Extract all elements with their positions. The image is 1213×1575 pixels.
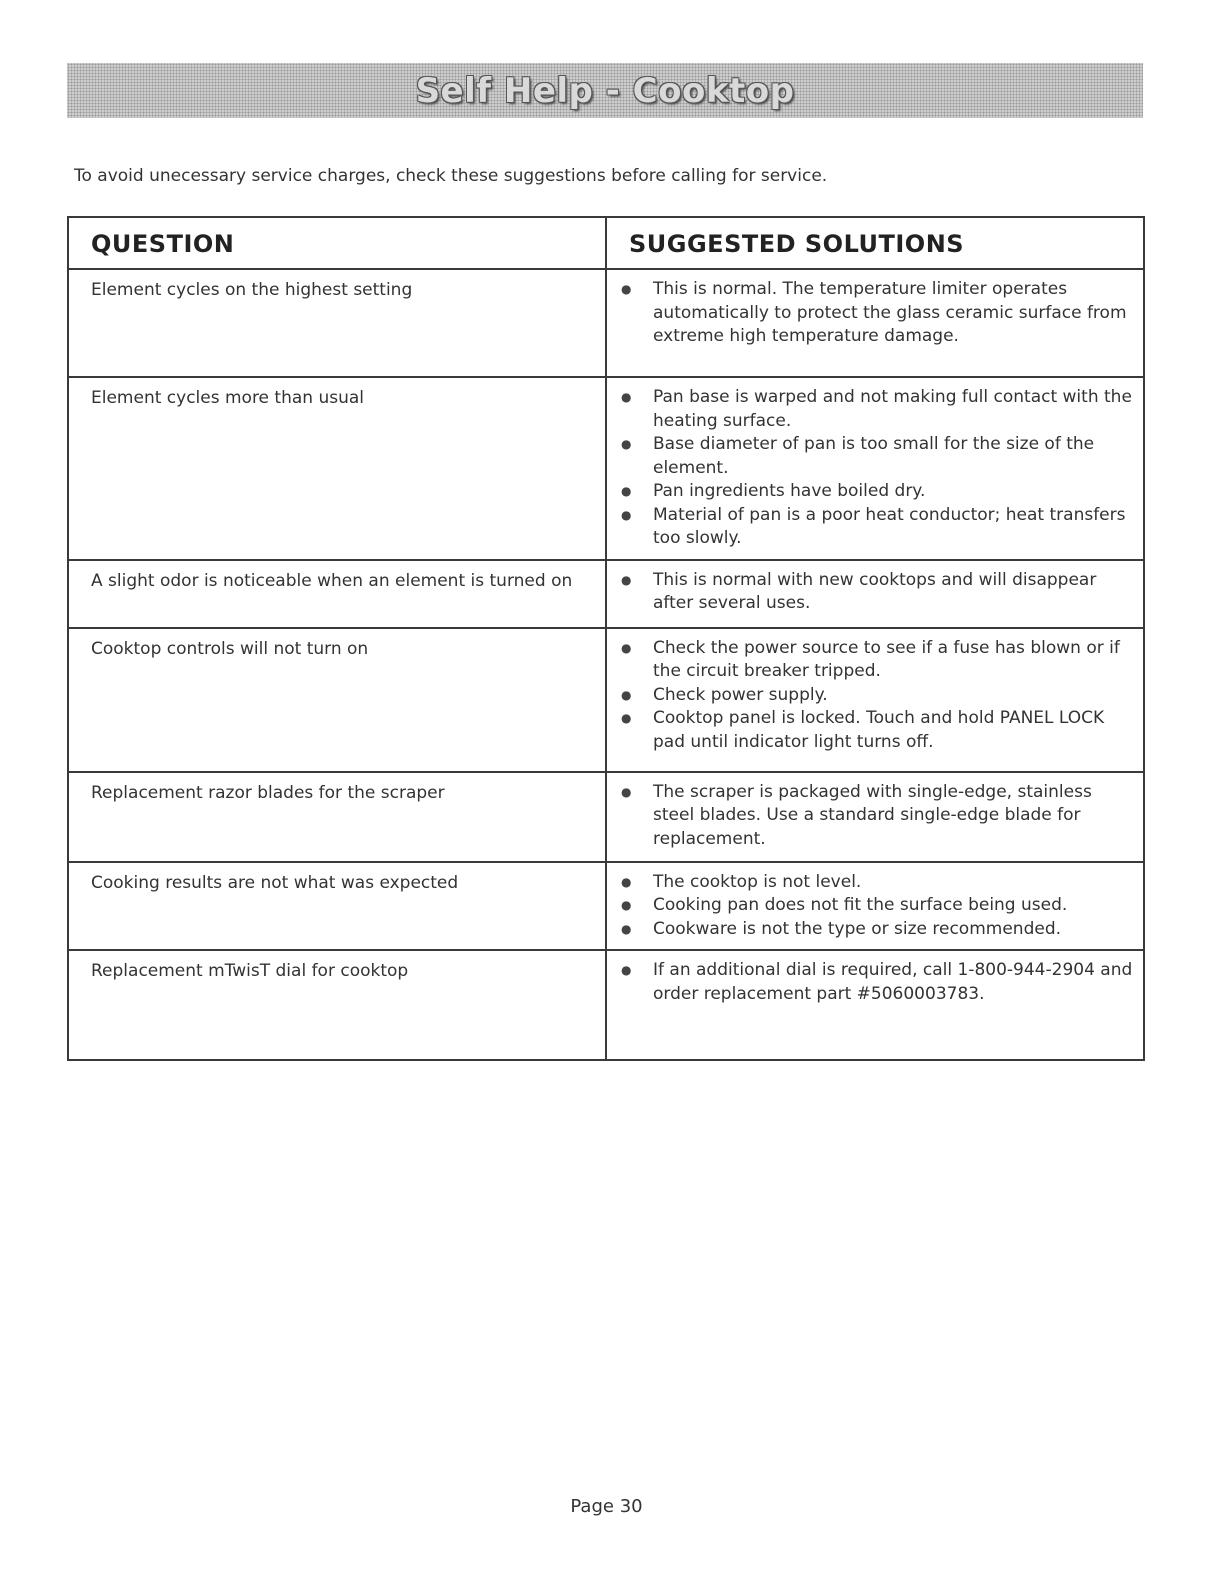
solution-item <box>617 918 1135 942</box>
solution-item <box>617 433 1135 480</box>
solution-item <box>617 637 1135 684</box>
table-row <box>68 628 1144 772</box>
solution-text: Pan base is warped and not making full contact with the heating surface. <box>653 387 1132 431</box>
table-row <box>68 862 1144 951</box>
solutions-cell <box>606 950 1144 1060</box>
page-number: Page 30 <box>570 1496 643 1517</box>
solution-text: Cooktop panel is locked. Touch and hold PANEL LOCK pad until indicator light turns off. <box>653 708 1105 752</box>
section-banner <box>67 63 1143 118</box>
solution-text: Material of pan is a poor heat conductor; heat transfers too slowly. <box>653 504 1126 548</box>
bullet-icon: ● <box>621 784 632 799</box>
solution-text: The cooktop is not level. <box>653 871 862 892</box>
solutions-cell <box>606 772 1144 862</box>
solutions-cell <box>606 560 1144 628</box>
solutions-list <box>617 569 1135 616</box>
solutions-cell <box>606 377 1144 560</box>
question-cell: Replacement mTwisT dial for cooktop <box>68 950 606 1060</box>
solutions-header: SUGGESTED SOLUTIONS <box>606 217 1144 269</box>
question-cell: A slight odor is noticeable when an element is turned on <box>68 560 606 628</box>
bullet-icon: ● <box>621 484 632 498</box>
solution-text: This is normal. The temperature limiter operates automatically to protect the glass ceramic surface from extreme high temperature damage. <box>653 279 1127 346</box>
solutions-cell <box>606 862 1144 951</box>
solutions-cell <box>606 269 1144 377</box>
solution-item <box>617 504 1135 551</box>
solutions-list <box>617 278 1135 349</box>
solution-item <box>617 386 1135 433</box>
question-header: QUESTION <box>68 217 606 269</box>
bullet-icon: ● <box>621 282 632 296</box>
solutions-list <box>617 386 1135 551</box>
question-cell: Cooking results are not what was expected <box>68 862 606 951</box>
bullet-icon: ● <box>621 963 632 977</box>
bullet-icon: ● <box>621 711 632 725</box>
solutions-cell <box>606 628 1144 772</box>
bullet-icon: ● <box>621 898 632 912</box>
page-title: Self Help - Cooktop <box>415 70 795 111</box>
solution-text: Base diameter of pan is too small for the size of the element. <box>653 434 1095 478</box>
table-header-row <box>68 217 1144 269</box>
troubleshooting-table <box>67 216 1145 1061</box>
solution-item <box>617 684 1135 708</box>
bullet-icon: ● <box>621 874 632 889</box>
table-body <box>68 269 1144 1060</box>
question-cell: Replacement razor blades for the scraper <box>68 772 606 862</box>
solution-item <box>617 480 1135 504</box>
solution-item <box>617 781 1135 852</box>
solution-text: Pan ingredients have boiled dry. <box>653 481 926 501</box>
solution-text: Cookware is not the type or size recommended. <box>653 918 1062 939</box>
table-row <box>68 377 1144 560</box>
solution-item <box>617 894 1135 918</box>
question-cell: Cooktop controls will not turn on <box>68 628 606 772</box>
bullet-icon: ● <box>621 640 632 655</box>
table-row <box>68 950 1144 1060</box>
question-cell: Element cycles on the highest setting <box>68 269 606 377</box>
table-row <box>68 269 1144 377</box>
bullet-icon: ● <box>621 572 632 587</box>
table-row <box>68 772 1144 862</box>
question-cell: Element cycles more than usual <box>68 377 606 560</box>
solution-item <box>617 707 1135 754</box>
solutions-list <box>617 959 1135 1006</box>
solutions-list <box>617 871 1135 942</box>
bullet-icon: ● <box>621 390 632 404</box>
solutions-list <box>617 637 1135 755</box>
solution-text: Cooking pan does not fit the surface being used. <box>653 895 1068 915</box>
solution-text: If an additional dial is required, call 1-800-944-2904 and order replacement part #5060003783. <box>653 960 1133 1004</box>
bullet-icon: ● <box>621 437 632 451</box>
solution-text: Check the power source to see if a fuse has blown or if the circuit breaker tripped. <box>653 637 1120 681</box>
solution-text: Check power supply. <box>653 684 828 705</box>
bullet-icon: ● <box>621 687 632 702</box>
solution-text: The scraper is packaged with single-edge, stainless steel blades. Use a standard single-edge blade for replacement. <box>653 781 1092 849</box>
solution-item <box>617 871 1135 895</box>
intro-text: To avoid unecessary service charges, check these suggestions before calling for service. <box>74 166 828 186</box>
solution-item <box>617 959 1135 1006</box>
bullet-icon: ● <box>621 921 632 936</box>
solutions-list <box>617 781 1135 852</box>
solution-item <box>617 278 1135 349</box>
solution-text: This is normal with new cooktops and will disappear after several uses. <box>653 569 1097 613</box>
bullet-icon: ● <box>621 507 632 522</box>
solution-item <box>617 569 1135 616</box>
table-row <box>68 560 1144 628</box>
